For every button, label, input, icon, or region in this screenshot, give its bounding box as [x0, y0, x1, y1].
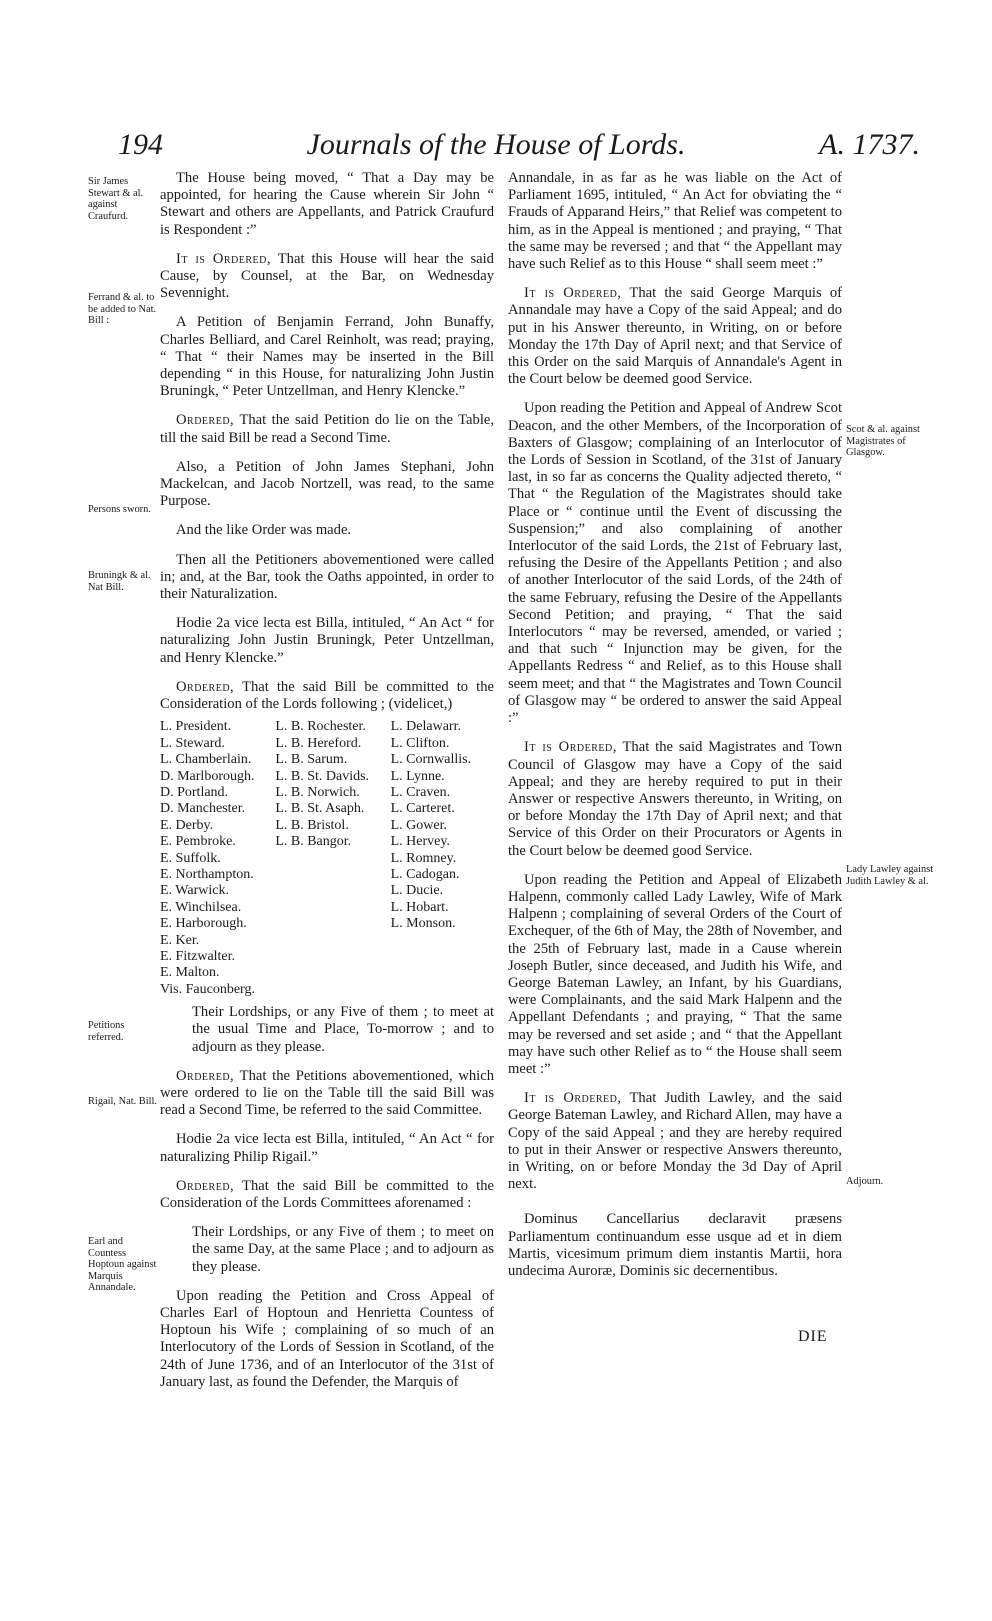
lord-name: L. Carteret. [390, 801, 455, 817]
lord-name: L. Craven. [390, 784, 451, 800]
margin-note-ferrand: Ferrand & al. to be added to Nat. Bill : [88, 292, 157, 327]
paragraph [160, 1068, 494, 1120]
page-number: 194 [118, 128, 163, 161]
ordered-label: Ordered, [176, 1177, 235, 1194]
ordered-label: It is Ordered, [524, 739, 617, 756]
ordered-label: Ordered, [176, 678, 235, 695]
lord-name: E. Pembroke. [160, 834, 236, 850]
paragraph: Hodie 2a vice lecta est Billa, intituled, “ An Act “ for naturalizing John Justin Bruningk, Peter Untzellman, and Henry Klencke.” [160, 615, 494, 666]
lord-name: L. B. Rochester. [275, 719, 366, 735]
ordered-label: It is Ordered, [524, 285, 622, 302]
lords-list-column-1 [160, 719, 271, 998]
ordered-label: It is Ordered, [524, 1090, 622, 1107]
paragraph: Annandale, in as far as he was liable on the Act of Parliament 1695, intituled, “ An Act for obviating the “ Frauds of Apparand Heirs,” that Relief was competent to him, as in the Appeal is mentioned ; and praying, “ That the same may be reversed ; and that “ the Appellant may have such Relief as to this House “ shall seem meet :” [508, 170, 842, 273]
lord-name: L. Lynne. [390, 768, 445, 784]
lord-name: L. Delawarr. [390, 719, 461, 735]
lord-name: E. Suffolk. [160, 850, 221, 866]
lord-name: L. Cornwallis. [390, 752, 472, 768]
lord-name: L. Cadogan. [390, 866, 460, 882]
paragraph [160, 1178, 494, 1212]
lord-name: L. Ducie. [390, 883, 444, 899]
lord-name: L. President. [160, 719, 232, 735]
page-header [0, 128, 992, 168]
lord-name: E. Derby. [160, 817, 214, 833]
margin-note-adjourn: Adjourn. [846, 1176, 884, 1187]
lord-name: E. Ker. [160, 932, 200, 948]
lord-name: L. Steward. [160, 735, 225, 751]
lord-name: L. B. Norwich. [275, 784, 360, 800]
lord-name: L. B. Hereford. [275, 735, 362, 751]
paragraph: And the like Order was made. [176, 522, 352, 539]
paragraph-text: That the Petitions abovementioned, which were ordered to lie on the Table till the said Bill was read a Second Time, be referred to the said Committee. [160, 1067, 494, 1119]
margin-note-bruningk: Bruningk & al. Nat Bill. [88, 570, 151, 593]
paragraph-text: That the said George Marquis of Annandale may have a Copy of the said Appeal; and do put in his Answer thereunto, in Writing, on or before Monday the 17th Day of April next; and that Service of this Order on the said Marquis of Annandale's Agent in the Court below be deemed good Service. [508, 285, 842, 388]
paragraph: Upon reading the Petition and Appeal of Elizabeth Halpenn, commonly called Lady Lawley, Wife of Mark Halpenn ; complaining of several Orders of the Court of Exchequer, of the 6th of May, the 28th of November, and the 25th of February last, made in a Cause wherein Joseph Butler, since deceased, and Judith his Wife, and George Bateman Lawley, an Infant, by his Guardians, were Complainants, and the said Mark Halpenn and the Appellant Defendants ; and praying, “ That the same may be reversed and set aside ; and “ that the Appellant may have such other Relief as to “ the House shall seem meet :” [508, 871, 842, 1077]
margin-note-stewart: Sir James Stewart & al. against Craufurd. [88, 176, 144, 222]
lord-name: L. B. Bangor. [275, 834, 352, 850]
lord-name: L. Romney. [390, 850, 457, 866]
lord-name: D. Marlborough. [160, 768, 255, 784]
paragraph [160, 251, 494, 303]
paragraph: A Petition of Benjamin Ferrand, John Bunaffy, Charles Belliard, and Carel Reinholt, was read; praying, “ That “ their Names may be inserted in the Bill depending “ in this House, for naturalizing John Justin Bruningk, “ Peter Untzellman, and Henry Klencke.” [160, 314, 494, 400]
paragraph-text: That this House will hear the said Cause, by Counsel, at the Bar, on Wednesday Sevennight. [160, 250, 494, 302]
paragraph [508, 739, 842, 859]
header-year: A. 1737. [819, 128, 920, 161]
paragraph-text: That the said Bill be committed to the Consideration of the Lords following ; (videlicet,) [160, 678, 494, 713]
lord-name: L. Hervey. [390, 834, 450, 850]
margin-note-rigail: Rigail, Nat. Bill. [88, 1096, 157, 1107]
lord-name: L. B. St. Asaph. [275, 801, 365, 817]
margin-note-hoptoun: Earl and Countess Hoptoun against Marquis Annandale. [88, 1236, 157, 1294]
paragraph: Also, a Petition of John James Stephani, John Mackelcan, and Jacob Nortzell, was read, to the same Purpose. [160, 458, 494, 510]
lord-name: D. Portland. [160, 784, 229, 800]
right-column [508, 170, 842, 1292]
left-column [160, 170, 494, 1403]
lord-name: D. Manchester. [160, 801, 246, 817]
lord-name: L. Monson. [390, 916, 456, 932]
margin-note-referred: Petitions referred. [88, 1020, 125, 1043]
lord-name: L. B. Bristol. [275, 817, 349, 833]
paragraph-text: That the said Magistrates and Town Council of Glasgow may have a Copy of the said Appeal; and they are hereby required to put in their Answer or respective Answers thereunto, in Writing, on or before Monday the 17th Day of April next; and that Service of this Order on their Procurators or Agents in the Court below be deemed good Service. [508, 739, 842, 859]
paragraph: Then all the Petitioners abovementioned were called in; and, at the Bar, took the Oaths appointed, in order to their Naturalization. [160, 551, 494, 603]
paragraph-text: That the said Petition do lie on the Table, till the said Bill be read a Second Time. [160, 412, 494, 446]
margin-note-scot: Scot & al. against Magistrates of Glasgow. [846, 424, 920, 459]
margin-note-lawley: Lady Lawley against Judith Lawley & al. [846, 864, 934, 887]
lord-name: L. Clifton. [390, 735, 450, 751]
catchword: DIE [798, 1328, 828, 1345]
lords-committee-list [160, 719, 494, 998]
paragraph [160, 679, 494, 713]
paragraph: Their Lordships, or any Five of them ; to meet at the usual Time and Place, To-morrow ; and to adjourn as they please. [192, 1004, 494, 1055]
ordered-label: Ordered, [176, 412, 235, 429]
ordered-label: Ordered, [176, 1067, 235, 1084]
paragraph: Upon reading the Petition and Cross Appeal of Charles Earl of Hoptoun and Henrietta Countess of Hoptoun his Wife ; complaining of so much of an Interlocutory of the Lords of Session in Scotland, of the 24th of June 1736, and of an Interlocutor of the 31st of January last, as found the Defender, the Marquis of [160, 1287, 494, 1390]
lord-name: E. Winchilsea. [160, 899, 242, 915]
paragraph: The House being moved, “ That a Day may be appointed, for hearing the Cause wherein Sir John “ Stewart and others are Appellants, and Patrick Craufurd is Respondent :” [160, 170, 494, 238]
paragraph: Their Lordships, or any Five of them ; to meet on the same Day, at the same Place ; and to adjourn as they please. [192, 1224, 494, 1275]
lord-name: E. Fitzwalter. [160, 948, 236, 964]
lord-name: L. B. St. Davids. [275, 768, 370, 784]
lord-name: E. Harborough. [160, 916, 247, 932]
paragraph-text: That Judith Lawley, and the said George Bateman Lawley, and Richard Allen, may have a Copy of the said Appeal ; and they are hereby required to put in their Answer or respective Answers thereunto, in Writing, on or before Monday the 3d Day of April next. [508, 1090, 842, 1193]
paragraph: Hodie 2a vice lecta est Billa, intituled, “ An Act “ for naturalizing Philip Rigail.” [160, 1131, 494, 1165]
lords-list-column-2 [275, 719, 386, 998]
paragraph-text: That the said Bill be committed to the Consideration of the Lords Committees aforenamed : [160, 1177, 494, 1212]
ordered-label: It is Ordered, [176, 250, 272, 267]
lord-name: Vis. Fauconberg. [160, 981, 255, 997]
paragraph [508, 285, 842, 388]
lord-name: E. Northampton. [160, 866, 254, 882]
lord-name: L. Hobart. [390, 899, 449, 915]
lord-name: E. Warwick. [160, 883, 229, 899]
lord-name: L. Chamberlain. [160, 752, 252, 768]
journal-title: Journals of the House of Lords. [306, 128, 686, 161]
margin-note-sworn: Persons sworn. [88, 504, 151, 515]
paragraph: Dominus Cancellarius declaravit præsens Parliamentum continuandum esse usque ad et in diem Martis, vicesimum primum diem instantis Martii, hora undecima Auroræ, Dominis sic decernentibus. [508, 1211, 842, 1279]
lord-name: L. Gower. [390, 817, 448, 833]
paragraph [508, 1090, 842, 1193]
paragraph: Upon reading the Petition and Appeal of Andrew Scot Deacon, and the other Members, of the Incorporation of Baxters of Glasgow; complaining of an Interlocutor of the Lords of Session in Scotland, of the 31st of January last, in so far as concerns the Quality adjected thereto, “ That “ the Regulation of the Magistrates should take Place or “ continue until the Event of discussing the Suspension;” and also complaining of another Interlocutor of the said Lords, the 21st of February last, refusing the Desire of the Appellants Petition ; and also of another Interlocutor of the said Lords, of the 24th of the same February, refusing the Desire of the Appellants Second Petition; and praying, “ That the said Interlocutors “ may be reversed, amended, or varied ; and that such “ Injunction may be given, for the Appellants Redress “ and Relief, as to this House shall seem meet; and that “ the Magistrates and Town Council of Glasgow may “ be ordered to answer the said Appeal :” [508, 400, 842, 727]
lords-list-column-3 [391, 719, 494, 998]
paragraph [160, 412, 494, 446]
lord-name: L. B. Sarum. [275, 752, 348, 768]
lord-name: E. Malton. [160, 965, 220, 981]
